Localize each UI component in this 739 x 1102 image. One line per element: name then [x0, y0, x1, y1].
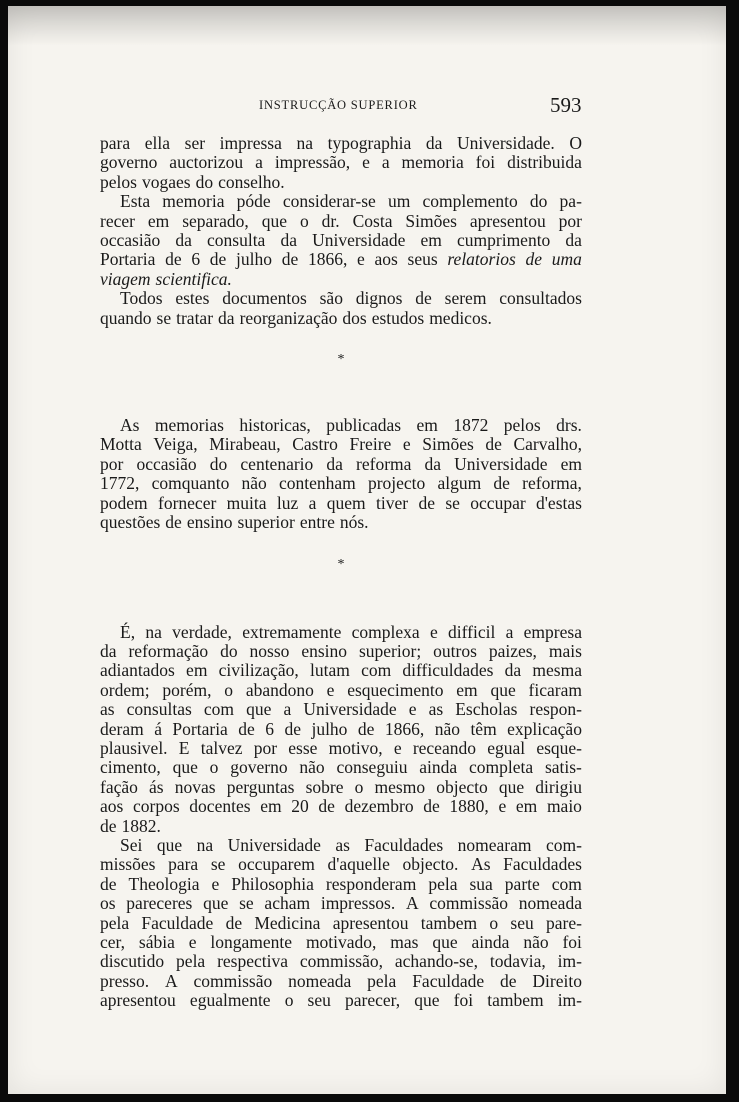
text-line: viagem scientifica.: [100, 268, 232, 289]
text-line: É, na verdade, extremamente complexa e difficil a empresa: [120, 621, 582, 642]
text-line: governo auctorizou a impressão, e a memoria foi distribuida: [100, 152, 582, 173]
text-line: recer em separado, que o dr. Costa Simões apresentou por: [100, 210, 582, 231]
section-divider: *: [337, 556, 345, 572]
text-line: Motta Veiga, Mirabeau, Castro Freire e Simões de Carvalho,: [100, 434, 582, 455]
text-line: occasião da consulta da Universidade em cumprimento da: [100, 230, 582, 251]
body-text: [100, 134, 582, 1011]
text-line: cer, sábia e longamente motivado, mas que ainda não foi: [100, 932, 582, 952]
text-line: deram á Portaria de 6 de julho de 1866, não têm explicação: [100, 718, 582, 739]
page-header: [8, 93, 726, 120]
text-line: presso. A commissão nomeada pela Faculdade de Direito: [100, 970, 582, 991]
text-line: missões para se occuparem d'aquelle objecto. As Faculdades: [100, 854, 582, 875]
section-divider: *: [337, 352, 345, 368]
text-line: Esta memoria póde considerar-se um complemento do pa-: [120, 191, 582, 212]
text-line: de Theologia e Philosophia responderam pela sua parte com: [100, 873, 582, 894]
text-line: por occasião do centenario da reforma da Universidade em: [100, 453, 582, 474]
paragraph-group-1: [100, 134, 582, 328]
text-line: da reformação do nosso ensino superior; outros paizes, mais: [100, 640, 582, 661]
text-line: quando se tratar da reorganização dos estudos medicos.: [100, 307, 492, 328]
text-line: Todos estes documentos são dignos de serem consultados: [120, 288, 582, 309]
scan-shadow: [8, 6, 726, 46]
running-title: INSTRUCÇÃO SUPERIOR: [259, 98, 418, 112]
page-number: 593: [550, 93, 582, 117]
text-line: Sei que na Universidade as Faculdades nomearam com-: [120, 834, 582, 855]
text-line: ordem; porém, o abandono e esquecimento em que ficaram: [100, 679, 582, 700]
text-line: As memorias historicas, publicadas em 1872 pelos drs.: [120, 415, 582, 436]
text-line: as consultas com que a Universidade e as Escholas respon-: [100, 699, 582, 720]
text-line: pelos vogaes do conselho.: [100, 171, 285, 192]
paragraph-group-3: [100, 623, 582, 1011]
text-line: os pareceres que se acham impressos. A commissão nomeada: [100, 893, 582, 914]
text-line: cimento, que o governo não conseguiu ainda completa satis-: [100, 757, 582, 778]
text-line: discutido pela respectiva commissão, achando-se, todavia, im-: [100, 951, 582, 972]
text-line: aos corpos docentes em 20 de dezembro de 1880, e em maio: [100, 796, 582, 817]
text-line: podem fornecer muita luz a quem tiver de se occupar d'estas: [100, 492, 582, 513]
text-line: para ella ser impressa na typographia da Universidade. O: [100, 133, 582, 153]
text-line: plausivel. E talvez por esse motivo, e receando egual esque-: [100, 737, 582, 758]
text-line: Portaria de 6 de julho de 1866, e aos seus relatorios de uma: [100, 249, 582, 270]
text-line: questões de ensino superior entre nós.: [100, 512, 369, 533]
text-line: 1772, comquanto não contenham projecto algum de reforma,: [100, 473, 582, 494]
paragraph-group-2: [100, 416, 582, 532]
text-line: de 1882.: [100, 815, 161, 836]
text-line: fação ás novas perguntas sobre o mesmo objecto que dirigiu: [100, 776, 582, 797]
text-line: pela Faculdade de Medicina apresentou tambem o seu pare-: [100, 912, 582, 933]
text-line: apresentou egualmente o seu parecer, que foi tambem im-: [100, 990, 582, 1011]
scanned-page: [8, 6, 726, 1094]
text-line: adiantados em civilização, lutam com difficuldades da mesma: [100, 660, 582, 681]
